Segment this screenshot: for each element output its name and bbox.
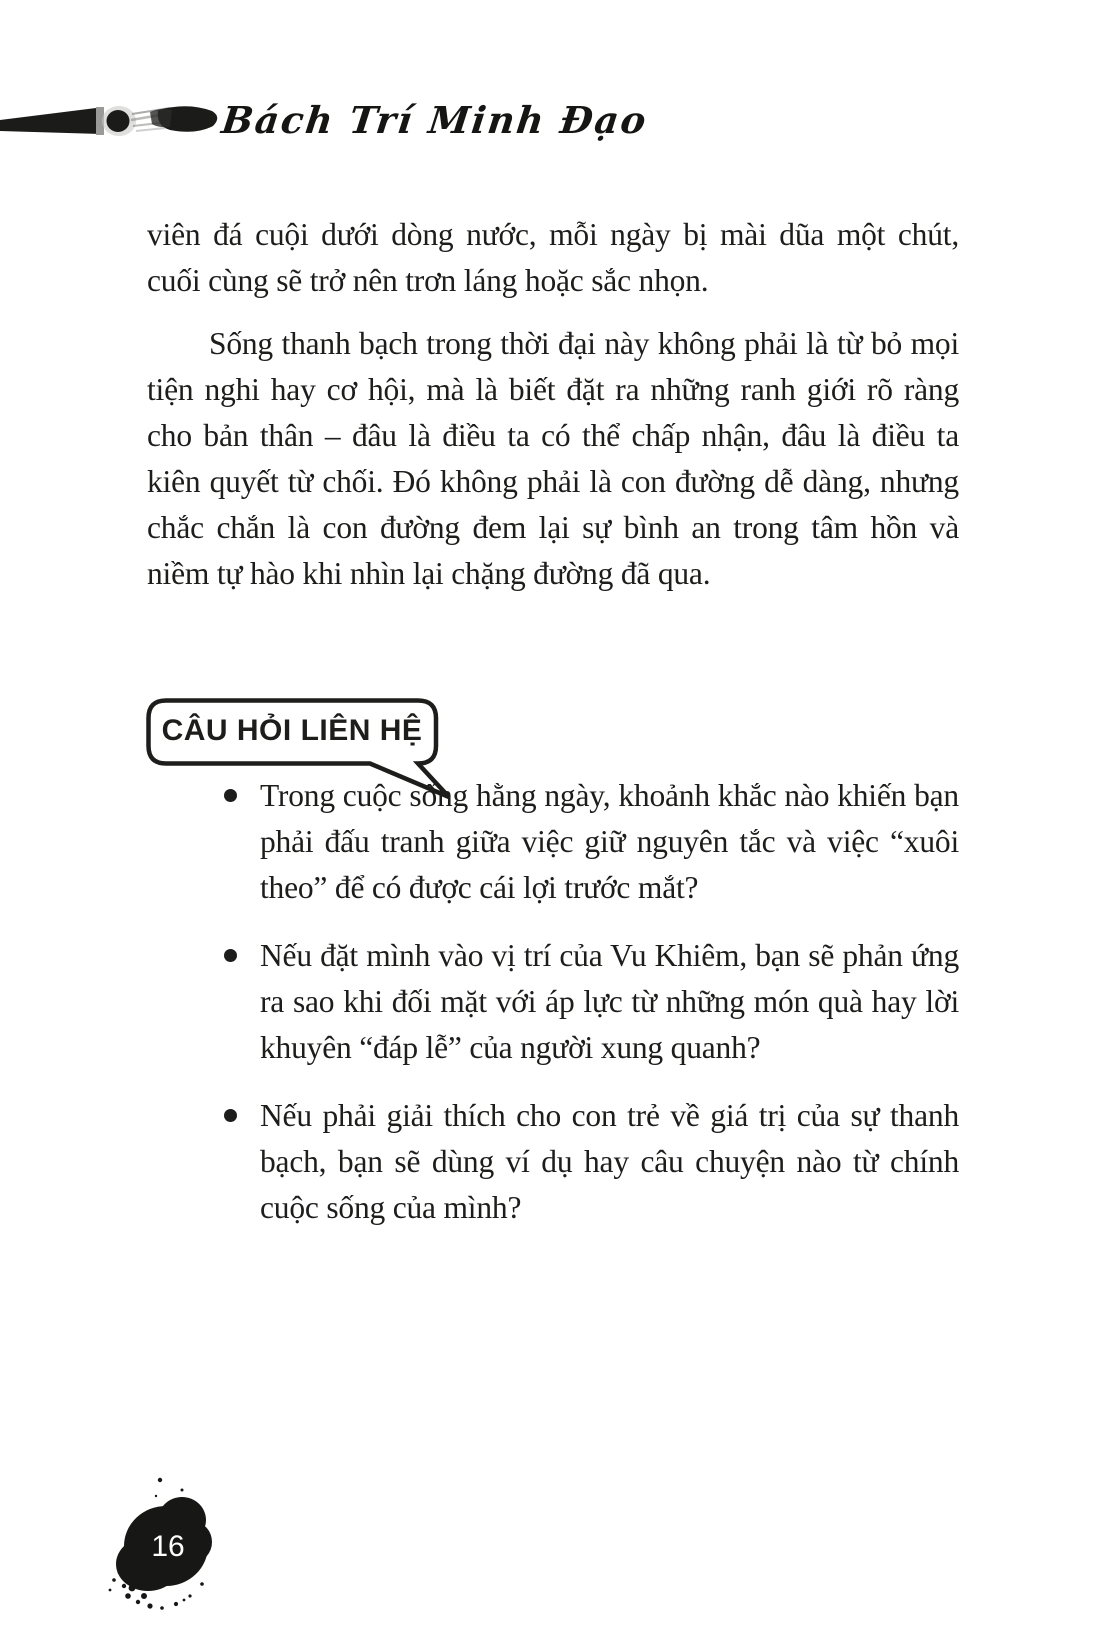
- bullet-icon: [224, 949, 237, 962]
- question-text: Nếu phải giải thích cho con trẻ về giá trị của sự thanh bạch, bạn sẽ dùng ví dụ hay câu chuyện nào từ chính cuộc sống của mình?: [260, 1098, 959, 1225]
- book-title-script: Bách Trí Minh Đạo: [219, 98, 651, 142]
- callout-title: CÂU HỎI LIÊN HỆ: [161, 714, 423, 747]
- bullet-icon: [224, 789, 237, 802]
- page-number: 16: [151, 1530, 185, 1563]
- page-number-blot: [98, 1468, 238, 1618]
- list-item: [147, 1093, 959, 1231]
- brush-stroke-icon: [0, 100, 230, 156]
- paragraph: viên đá cuội dưới dòng nước, mỗi ngày bị mài dũa một chút, cuối cùng sẽ trở nên trơn láng hoặc sắc nhọn.: [147, 216, 959, 298]
- question-list: [147, 773, 959, 1253]
- bullet-icon: [224, 1109, 237, 1122]
- question-text: Nếu đặt mình vào vị trí của Vu Khiêm, bạn sẽ phản ứng ra sao khi đối mặt với áp lực từ những món quà hay lời khuyên “đáp lễ” của người xung quanh?: [260, 938, 959, 1065]
- paragraph: Sống thanh bạch trong thời đại này không phải là từ bỏ mọi tiện nghi hay cơ hội, mà là biết đặt ra những ranh giới rõ ràng cho bản thân – đâu là điều ta có thể chấp nhận, đâu là điều ta kiên quyết từ chối. Đó không phải là con đường dễ dàng, nhưng chắc chắn là con đường đem lại sự bình an trong tâm hồn và niềm tự hào khi nhìn lại chặng đường đã qua.: [147, 325, 959, 591]
- question-text: Trong cuộc sống hằng ngày, khoảnh khắc nào khiến bạn phải đấu tranh giữa việc giữ nguyên tắc và việc “xuôi theo” để có được cái lợi trước mắt?: [260, 778, 959, 905]
- list-item: [147, 773, 959, 911]
- list-item: [147, 933, 959, 1071]
